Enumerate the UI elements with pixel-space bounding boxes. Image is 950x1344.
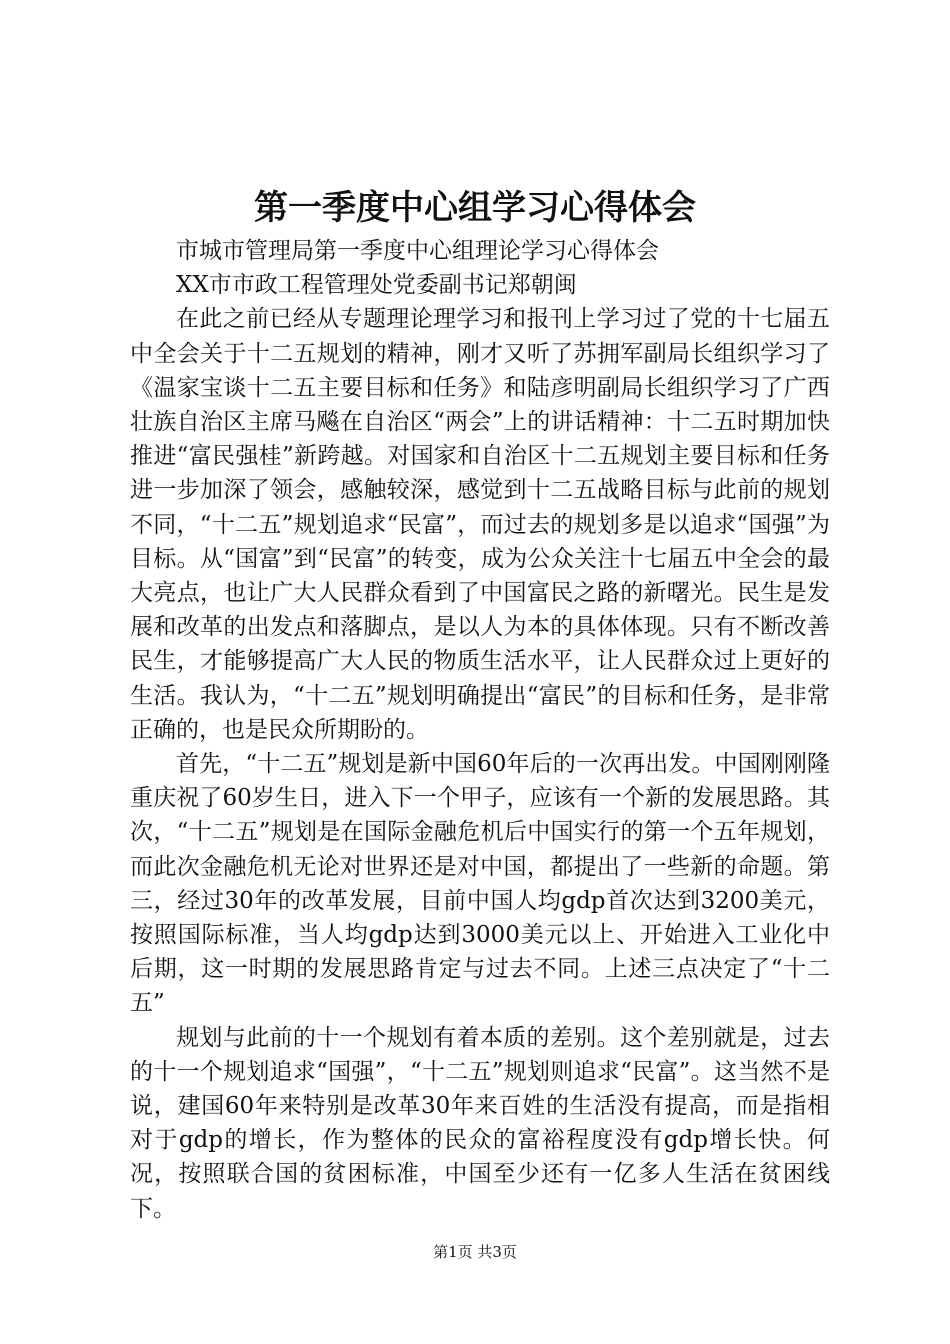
page-footer: 第1页 共3页 (433, 1243, 517, 1261)
author-line: XX市市政工程管理处党委副书记郑朝闽 (176, 272, 577, 299)
body-paragraph: 首先，“十二五”规划是新中国60年后的一次再出发。中国刚刚隆重庆祝了60岁生日，进入下一个甲子，应该有一个新的发展思路。其次，“十二五”规划是在国际金融危机后中国实行的第一个五年规划，而此次金融危机无论对世界还是对中国，都提出了一些新的命题。第三，经过30年的改革发展，目前中国人均gdp首次达到3200美元，按照国际标准，当人均gdp达到3000美元以上、开始进入工业化中后期，这一时期的发展思路肯定与过去不同。上述三点决定了“十二五” (130, 751, 830, 1017)
body-paragraph: 在此之前已经从专题理论理学习和报刊上学习过了党的十七届五中全会关于十二五规划的精神，刚才又听了苏拥军副局长组织学习了《温家宝谈十二五主要目标和任务》和陆彦明副局长组织学习了广西壮族自治区主席马飚在自治区“两会”上的讲话精神：十二五时期加快推进“富民强桂”新跨越。对国家和自治区十二五规划主要目标和任务进一步加深了领会，感触较深，感觉到十二五战略目标与此前的规划不同，“十二五”规划追求“民富”，而过去的规划多是以追求“国强”为目标。从“国富”到“民富”的转变，成为公众关注十七届五中全会的最大亮点，也让广大人民群众看到了中国富民之路的新曙光。民生是发展和改革的出发点和落脚点，是以人为本的具体体现。只有不断改善民生，才能够提高广大人民的物质生活水平，让人民群众过上更好的生活。我认为，“十二五”规划明确提出“富民”的目标和任务，是非常正确的，也是民众所期盼的。 (130, 306, 830, 743)
subtitle-paragraph: 市城市管理局第一季度中心组理论学习心得体会 (176, 238, 659, 264)
body-paragraph: 规划与此前的十一个规划有着本质的差别。这个差别就是，过去的十一个规划追求“国强”，“十二五”规划则追求“民富”。这当然不是说，建国60年来特别是改革30年来百姓的生活没有提高，而是指相对于gdp的增长，作为整体的民众的富裕程度没有gdp增长快。何况，按照联合国的贫困标准，中国至少还有一亿多人生活在贫困线下。 (130, 1024, 830, 1222)
document-body (130, 234, 830, 1226)
document-title: 第一季度中心组学习心得体会 (254, 188, 696, 228)
